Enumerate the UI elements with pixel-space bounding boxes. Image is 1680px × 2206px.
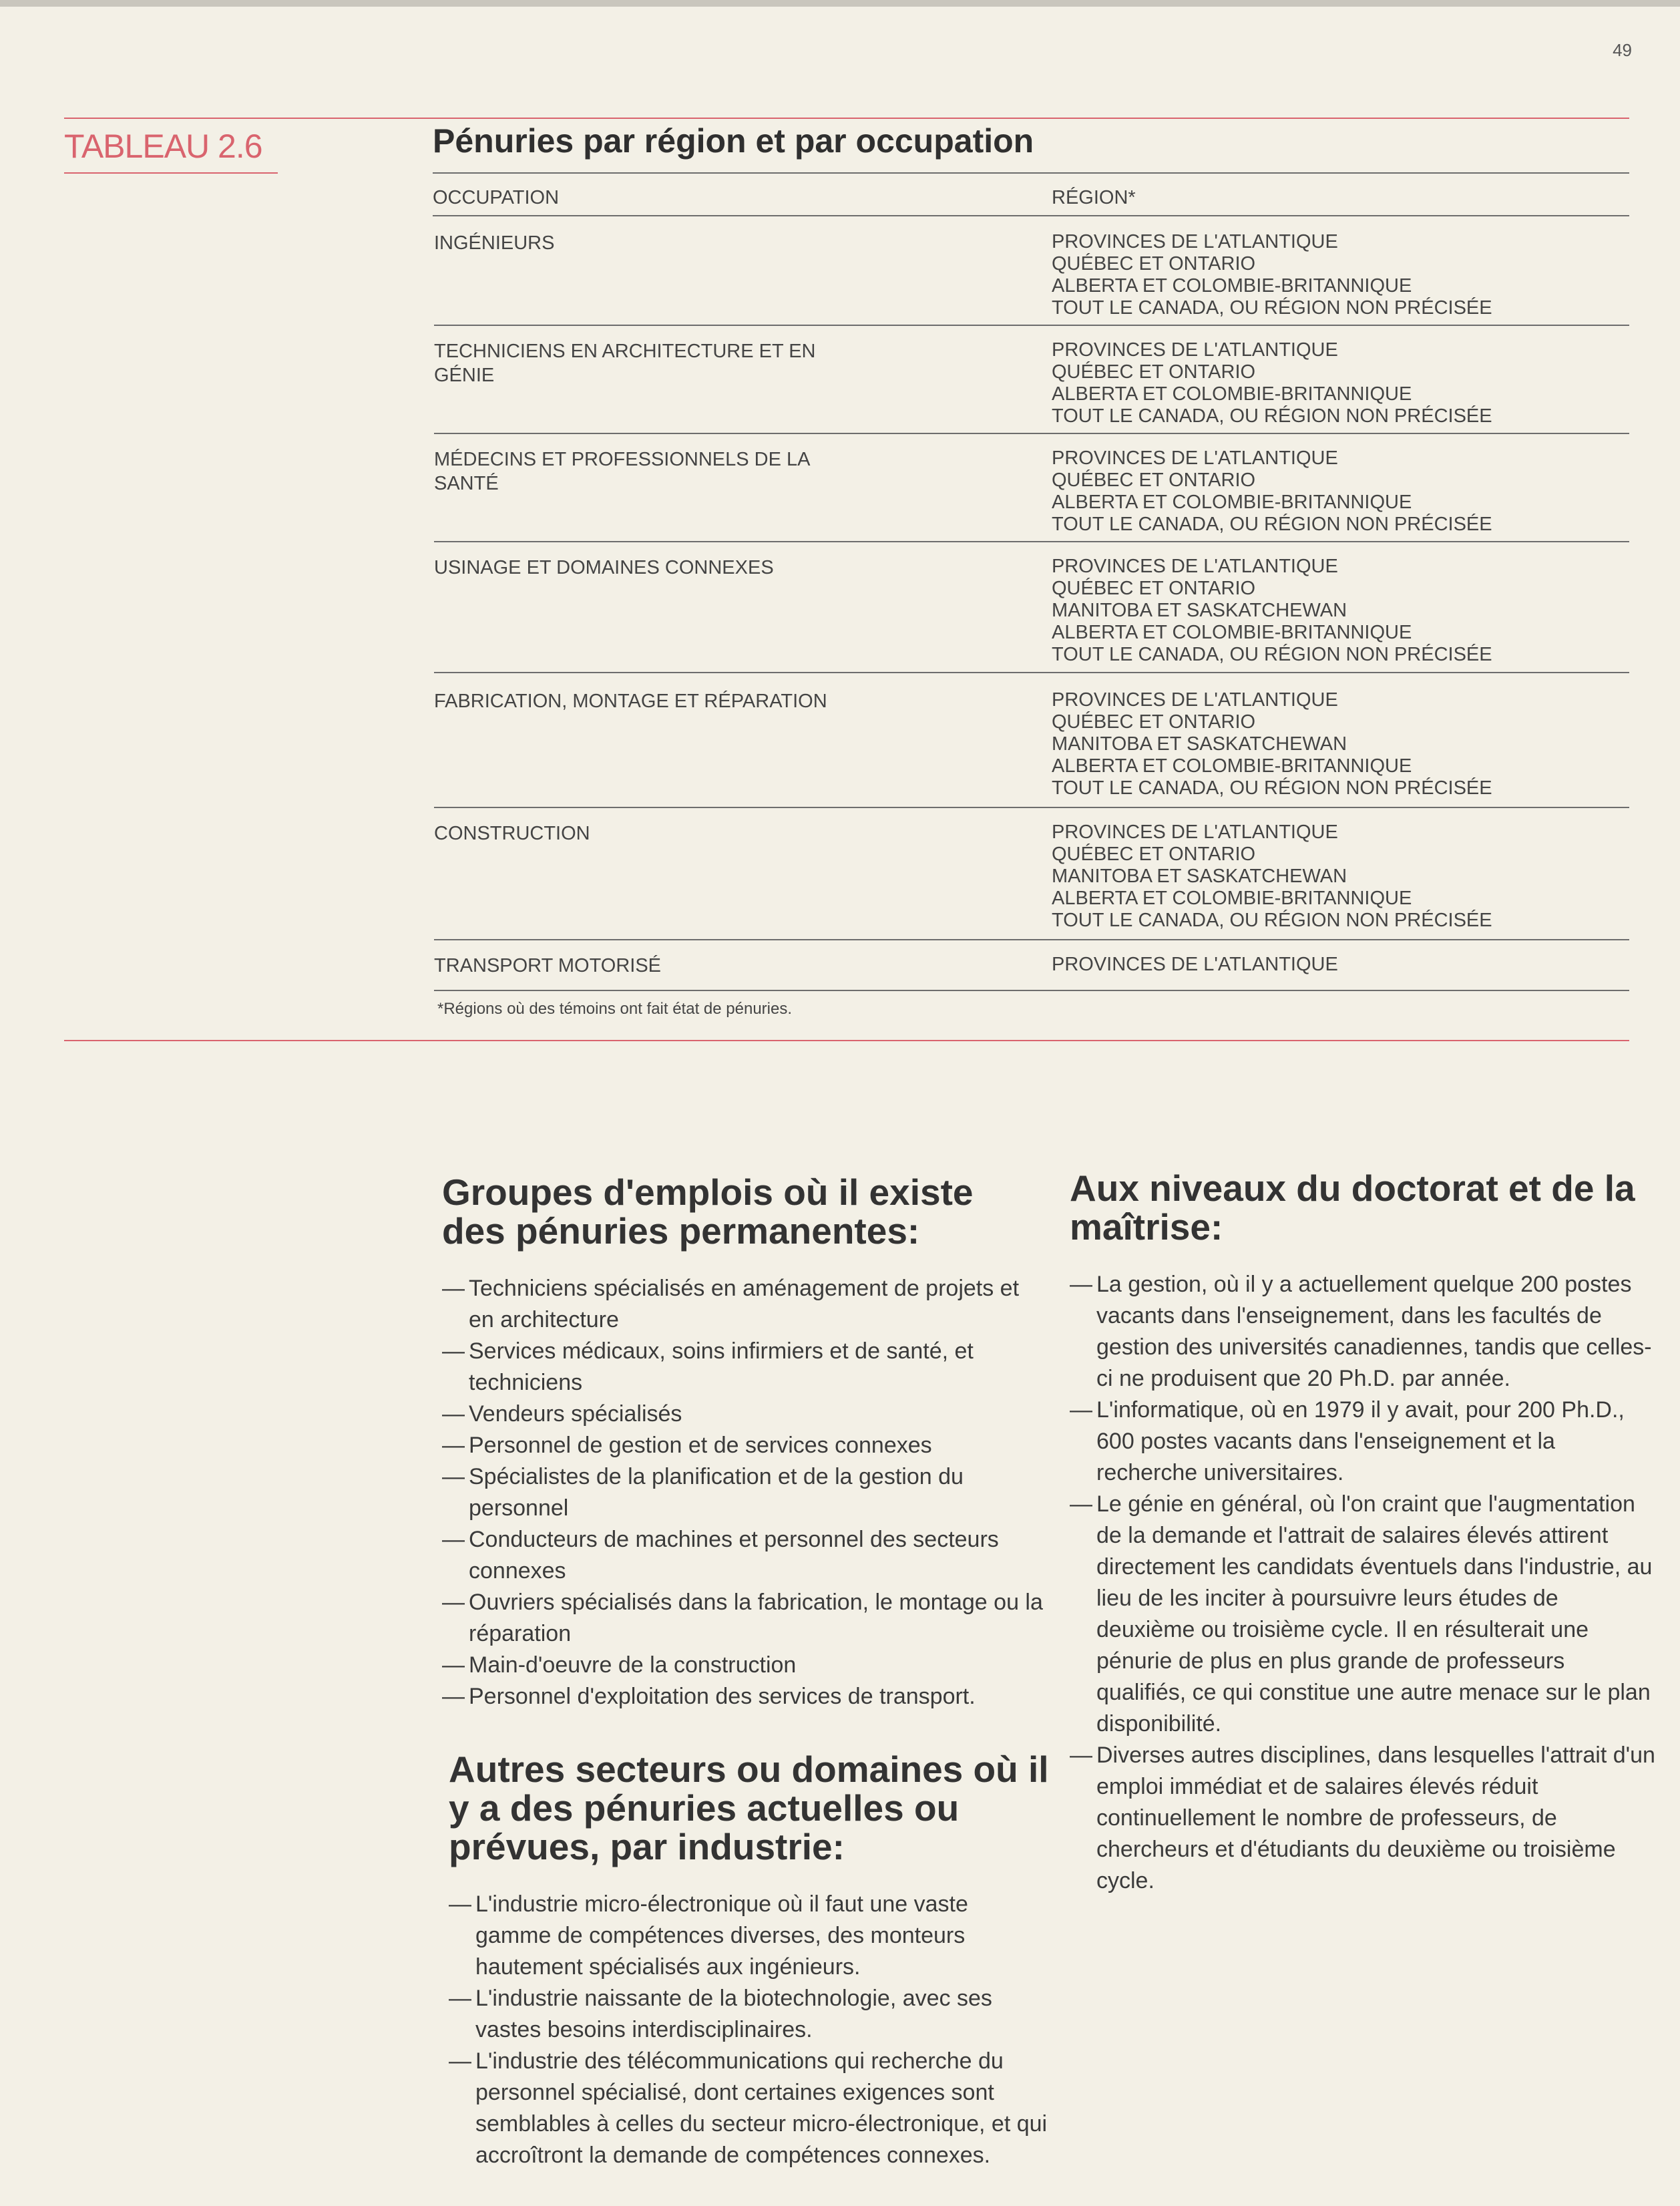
list-item: — Services médicaux, soins infirmiers et de santé, et techniciens — [442, 1336, 1043, 1399]
list-item: — L'industrie des télécommunications qui recherche du personnel spécialisé, dont certaines exigences sont semblables à celles du secteur micro-électronique, et qui accroîtront la demande de compétences connexes. — [449, 2046, 1050, 2171]
occupation-cell: MÉDECINS ET PROFESSIONNELS DE LA SANTÉ — [434, 449, 809, 494]
section-heading: Groupes d'emplois où il existe des pénuries permanentes: — [442, 1171, 974, 1252]
row-divider — [434, 807, 1629, 808]
section-doctorate-masters — [1070, 1169, 1657, 1897]
list-item: — L'informatique, où en 1979 il y avait, pour 200 Ph.D., 600 postes vacants dans l'enseignement et la recherche universitaires. — [1070, 1395, 1657, 1489]
row-divider — [434, 672, 1629, 673]
table-bottom-rule — [64, 1040, 1629, 1041]
list-item: — Le génie en général, où l'on craint que l'augmentation de la demande et l'attrait de salaires élevés attirent directement les candidats éventuels dans l'industrie, au lieu de les inciter à poursuivre leurs études de deuxième ou troisième cycle. Il en résulterait une pénurie de plus en plus grande de professeurs qualifiés, ce qui constitue une autre menace sur le plan disponibilité. — [1070, 1489, 1657, 1740]
row-divider — [434, 433, 1629, 434]
bullet-list — [442, 1273, 1043, 1712]
column-header-region: RÉGION* — [1052, 187, 1136, 208]
table-top-rule — [64, 118, 1629, 119]
region-cell: PROVINCES DE L'ATLANTIQUE QUÉBEC ET ONTARIO MANITOBA ET SASKATCHEWAN ALBERTA ET COLOMBIE-BRITANNIQUE TOUT LE CANADA, OU RÉGION NON PRÉCISÉE — [1052, 556, 1492, 665]
title-rule — [433, 172, 1629, 174]
region-cell: PROVINCES DE L'ATLANTIQUE QUÉBEC ET ONTARIO ALBERTA ET COLOMBIE-BRITANNIQUE TOUT LE CANADA, OU RÉGION NON PRÉCISÉE — [1052, 339, 1492, 427]
list-item: — La gestion, où il y a actuellement quelque 200 postes vacants dans l'enseignement, dans les facultés de gestion des universités canadiennes, tandis que celles-ci ne produisent que 20 Ph.D. par année. — [1070, 1269, 1657, 1395]
list-item: — L'industrie naissante de la biotechnologie, avec ses vastes besoins interdisciplinaires. — [449, 1983, 1050, 2046]
section-heading: Autres secteurs ou domaines où il y a des pénuries actuelles ou prévues, par industrie: — [449, 1749, 1049, 1867]
label-rule — [64, 172, 278, 174]
region-cell: PROVINCES DE L'ATLANTIQUE QUÉBEC ET ONTARIO ALBERTA ET COLOMBIE-BRITANNIQUE TOUT LE CANADA, OU RÉGION NON PRÉCISÉE — [1052, 231, 1492, 319]
occupation-cell: INGÉNIEURS — [434, 232, 555, 254]
list-item: — Diverses autres disciplines, dans lesquelles l'attrait d'un emploi immédiat et de salaires élevés réduit continuellement le nombre de professeurs, de chercheurs et d'étudiants du deuxième ou troisième cycle. — [1070, 1740, 1657, 1897]
list-item: — Main-d'oeuvre de la construction — [442, 1650, 1043, 1681]
row-divider — [434, 939, 1629, 940]
list-item: — Personnel d'exploitation des services de transport. — [442, 1681, 1043, 1712]
occupation-cell: USINAGE ET DOMAINES CONNEXES — [434, 557, 774, 578]
occupation-cell: FABRICATION, MONTAGE ET RÉPARATION — [434, 691, 827, 712]
occupation-cell: TECHNICIENS EN ARCHITECTURE ET EN GÉNIE — [434, 341, 816, 386]
row-divider — [434, 541, 1629, 542]
section-industry-shortages — [449, 1750, 1050, 2171]
occupation-cell: CONSTRUCTION — [434, 823, 590, 844]
section-permanent-shortages — [442, 1173, 1043, 1712]
header-rule — [433, 215, 1629, 216]
page-top-edge — [0, 0, 1680, 7]
bullet-list — [1070, 1269, 1657, 1897]
list-item: — Spécialistes de la planification et de la gestion du personnel — [442, 1461, 1043, 1524]
row-divider — [434, 990, 1629, 991]
bullet-list — [449, 1889, 1050, 2171]
list-item: — L'industrie micro-électronique où il faut une vaste gamme de compétences diverses, des monteurs hautement spécialisés aux ingénieurs. — [449, 1889, 1050, 1983]
section-heading: Aux niveaux du doctorat et de la maîtrise: — [1070, 1167, 1635, 1248]
list-item: — Personnel de gestion et de services connexes — [442, 1430, 1043, 1461]
region-cell: PROVINCES DE L'ATLANTIQUE QUÉBEC ET ONTARIO MANITOBA ET SASKATCHEWAN ALBERTA ET COLOMBIE-BRITANNIQUE TOUT LE CANADA, OU RÉGION NON PRÉCISÉE — [1052, 689, 1492, 799]
row-divider — [434, 325, 1629, 326]
region-cell: PROVINCES DE L'ATLANTIQUE QUÉBEC ET ONTARIO ALBERTA ET COLOMBIE-BRITANNIQUE TOUT LE CANADA, OU RÉGION NON PRÉCISÉE — [1052, 447, 1492, 535]
list-item: — Conducteurs de machines et personnel des secteurs connexes — [442, 1524, 1043, 1587]
region-cell: PROVINCES DE L'ATLANTIQUE — [1052, 954, 1338, 975]
table-footnote: *Régions où des témoins ont fait état de pénuries. — [437, 1000, 792, 1018]
column-header-occupation: OCCUPATION — [433, 187, 560, 208]
list-item: — Vendeurs spécialisés — [442, 1399, 1043, 1430]
table-title: Pénuries par région et par occupation — [433, 122, 1034, 160]
list-item: — Techniciens spécialisés en aménagement de projets et en architecture — [442, 1273, 1043, 1336]
occupation-cell: TRANSPORT MOTORISÉ — [434, 955, 661, 976]
table-label: TABLEAU 2.6 — [64, 128, 262, 165]
list-item: — Ouvriers spécialisés dans la fabrication, le montage ou la réparation — [442, 1587, 1043, 1650]
region-cell: PROVINCES DE L'ATLANTIQUE QUÉBEC ET ONTARIO MANITOBA ET SASKATCHEWAN ALBERTA ET COLOMBIE-BRITANNIQUE TOUT LE CANADA, OU RÉGION NON PRÉCISÉE — [1052, 821, 1492, 931]
page-number: 49 — [1613, 40, 1632, 60]
